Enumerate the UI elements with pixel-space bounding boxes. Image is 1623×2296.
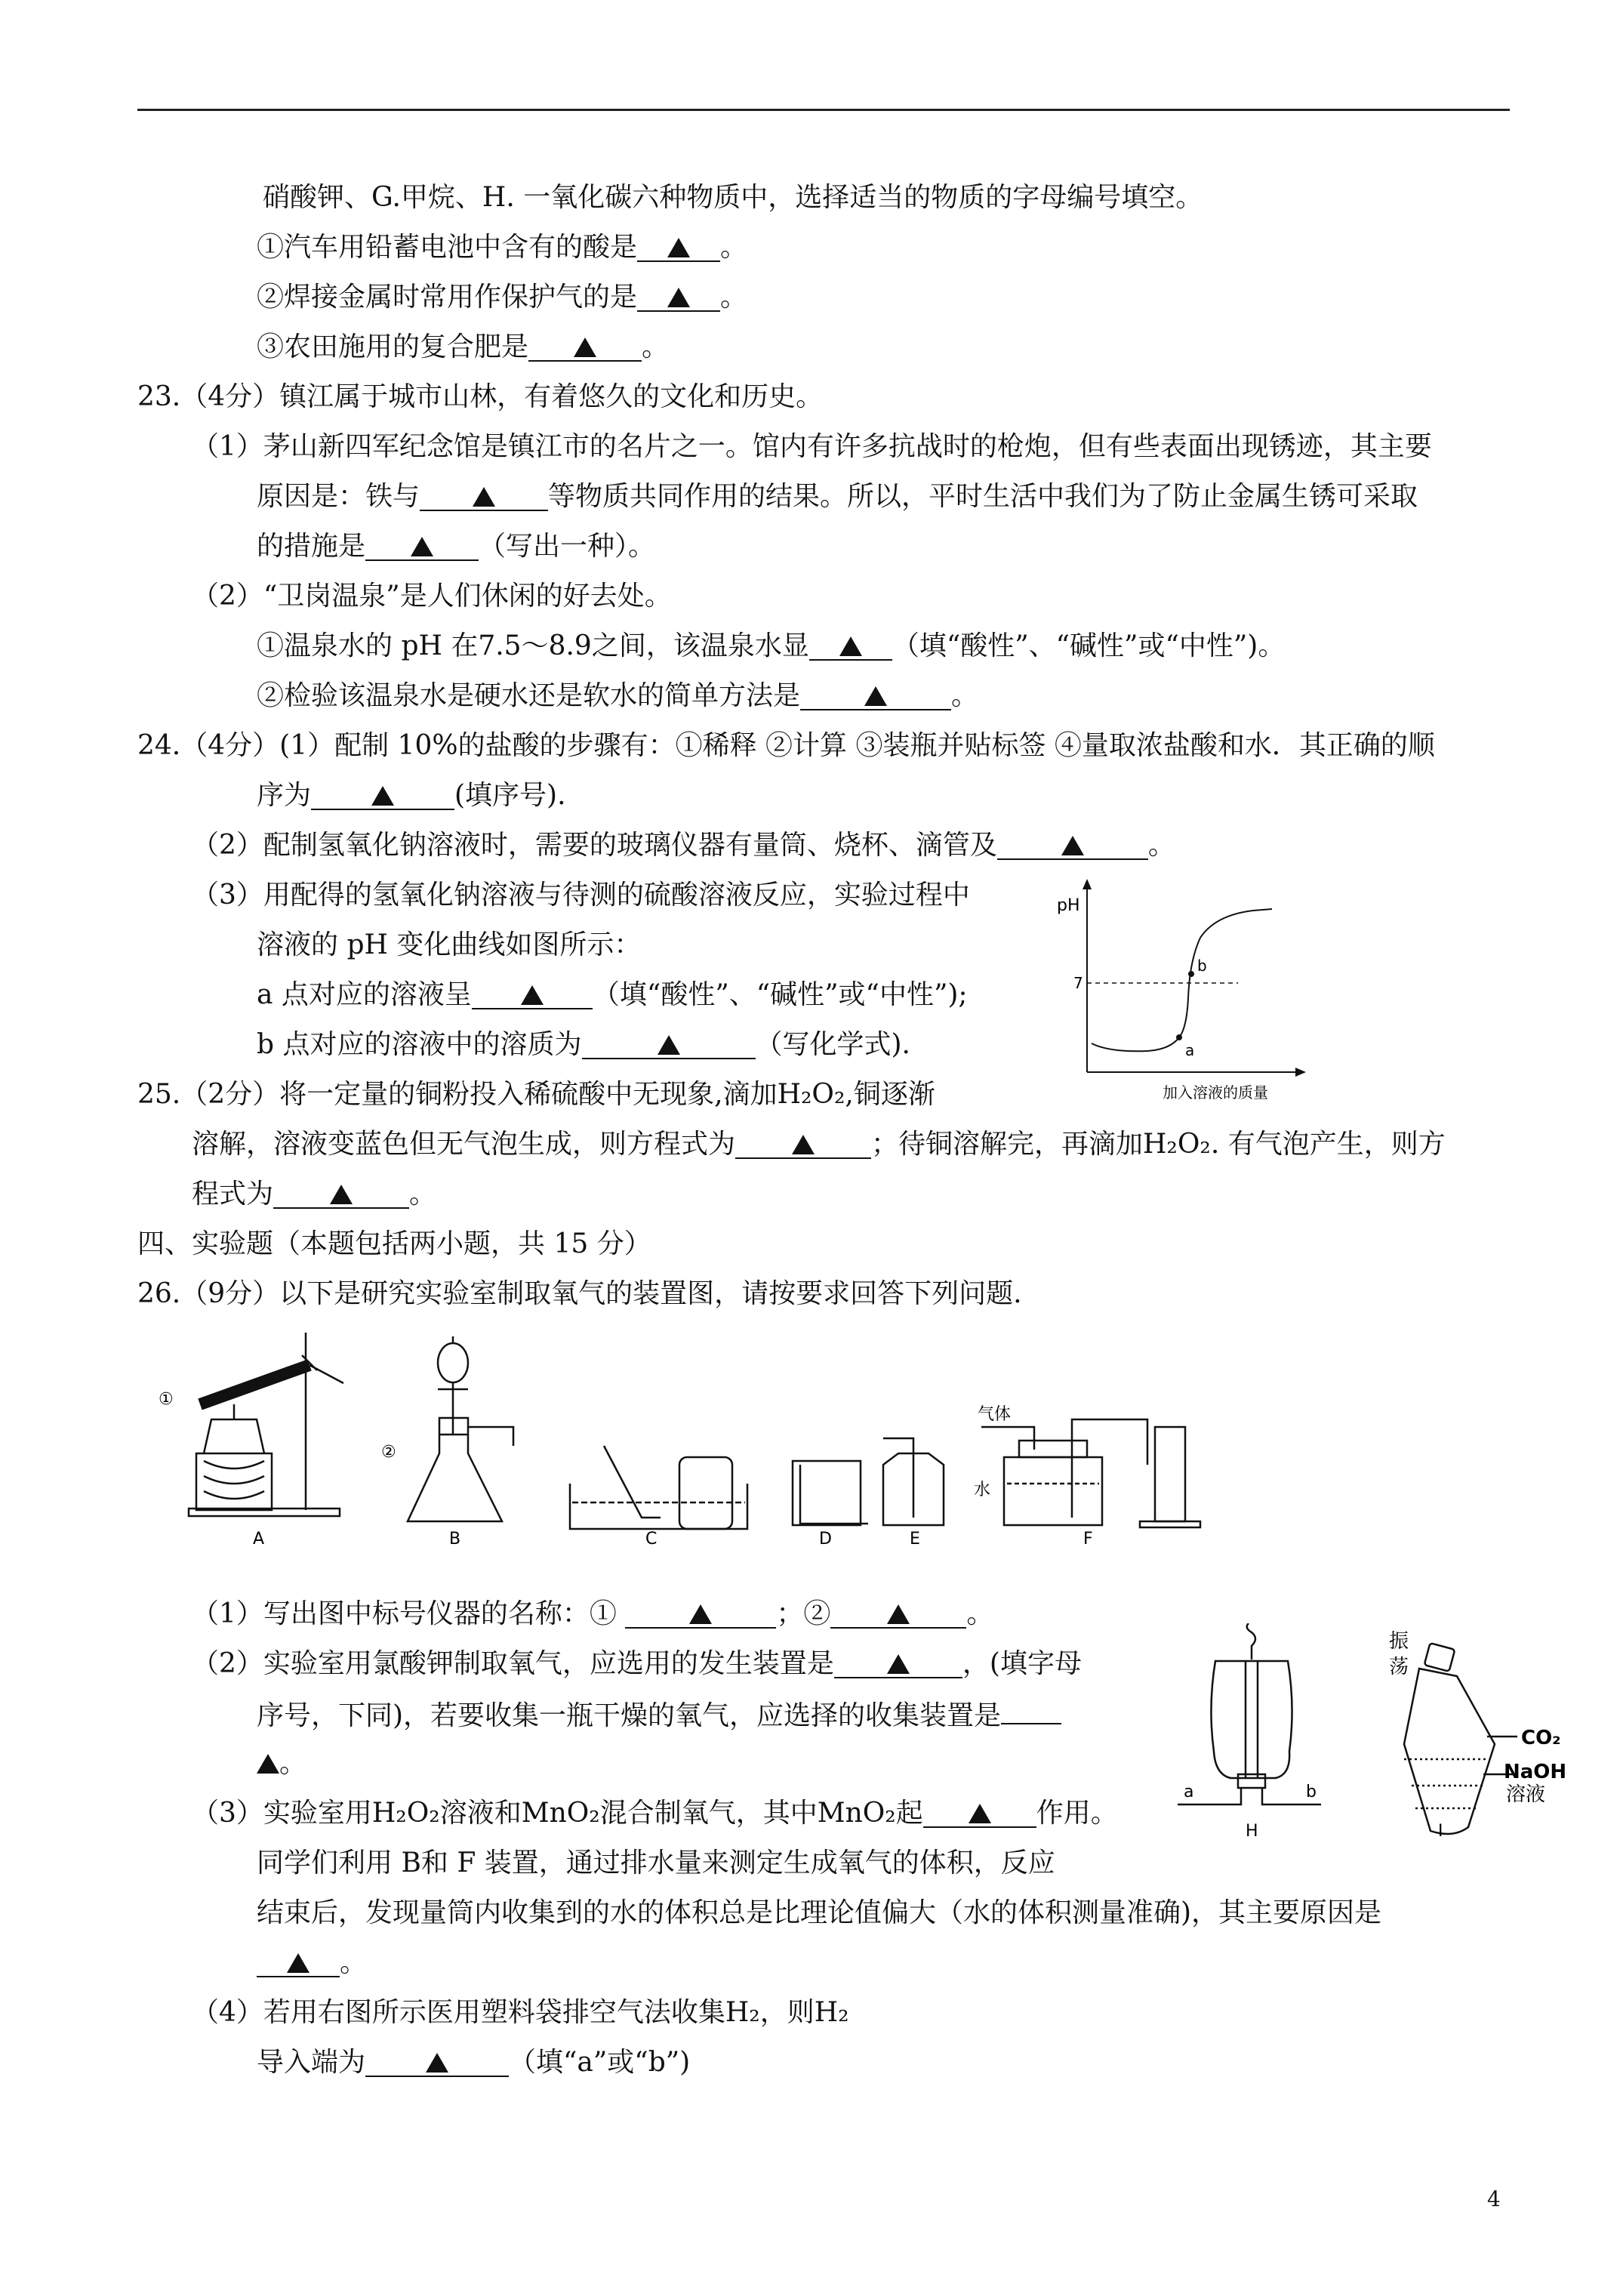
q24-l1: 24.（4分）(1）配制 10%的盐酸的步骤有：①稀释 ②计算 ③装瓶并贴标签 ④量取浓盐酸和水．其正确的顺 [137,730,1435,761]
label-n1: ① [159,1390,174,1409]
gas-bottle [679,1457,732,1529]
label-naoh: NaOH [1504,1761,1567,1783]
q25-l3: 程式为 。 [192,1179,437,1210]
label-b: B [449,1530,461,1548]
label-solution: 溶液 [1506,1783,1546,1806]
label-gas: 气体 [978,1405,1012,1424]
label-co2: CO₂ [1521,1727,1561,1749]
x-axis-arrow [1295,1068,1306,1077]
plastic-bag-h [1178,1623,1321,1804]
answer-blank[interactable] [420,484,548,511]
q26-p4a: （4）若用右图所示医用塑料袋排空气法收集H₂，则H₂ [192,1997,849,2028]
alcohol-lamp [204,1419,264,1453]
triangle-icon [411,537,433,556]
triangle-icon [473,487,495,507]
answer-blank[interactable] [257,1950,340,1977]
label-i: I [1438,1822,1443,1841]
section-4-heading: 四、实验题（本题包括两小题，共 15 分） [137,1228,651,1259]
test-tube [200,1365,310,1404]
answer-blank[interactable] [528,334,642,362]
q26-p2b: 序号，下同)，若要收集一瓶干燥的氧气，应选择的收集装置是 [257,1697,1061,1733]
q26-p2c: 。 [257,1747,306,1780]
triangle-icon [1061,836,1084,855]
q22-item-3: ③农田施用的复合肥是 。 [257,331,670,362]
answer-blank[interactable] [365,534,479,561]
q26-p3d: 。 [257,1946,367,1980]
q22-item-1: ①汽车用铅蓄电池中含有的酸是 。 [257,232,748,263]
point-a-label: a [1185,1041,1195,1059]
triangle-icon [426,2053,448,2073]
q26-p3a: （3）实验室用H₂O₂溶液和MnO₂混合制氧气，其中MnO₂起 作用。 [192,1798,1118,1829]
answer-blank[interactable] [735,1132,871,1159]
label-shake-1: 振 [1389,1630,1409,1653]
apparatus-d [793,1461,868,1525]
ph-curve-graph [1057,877,1313,1104]
label-f: F [1083,1530,1093,1548]
triangle-icon [839,636,862,656]
graduated-cylinder [1155,1427,1185,1521]
q26-head: 26.（9分）以下是研究实验室制取氧气的装置图，请按要求回答下列问题. [137,1278,1022,1309]
bottle-i [1404,1643,1517,1834]
figure-h-i [1163,1623,1570,1842]
answer-blank[interactable] [582,1032,756,1059]
label-water: 水 [974,1481,991,1499]
label-end-b: b [1306,1783,1317,1801]
apparatus-a [189,1333,343,1516]
q24-l3: （2）配制氢氧化钠溶液时，需要的玻璃仪器有量筒、烧杯、滴管及 。 [192,830,1175,861]
label-h: H [1246,1822,1258,1841]
q24-l7: b 点对应的溶液中的溶质为 （写化学式). [257,1029,910,1060]
triangle-icon [371,786,394,806]
apparatus-figure [159,1314,1291,1548]
point-b-label: b [1197,957,1207,975]
answer-blank[interactable] [311,783,454,810]
answer-blank[interactable] [625,1601,776,1629]
water-bottle [1004,1457,1102,1525]
answer-blank[interactable] [365,2050,509,2077]
q26-p1: （1）写出图中标号仪器的名称：① ；② 。 [192,1598,994,1629]
q23-p2a: ①温泉水的 pH 在7.5～8.9之间，该温泉水显 （填“酸性”、“碱性”或“中性”)。 [257,630,1286,661]
label-a: A [253,1530,265,1548]
triangle-icon [330,1185,353,1204]
answer-blank[interactable] [997,833,1148,860]
top-rule [137,109,1510,111]
q23-p2b: ②检验该温泉水是硬水还是软水的简单方法是 。 [257,680,979,711]
answer-blank[interactable] [834,1651,962,1678]
label-end-a: a [1184,1783,1194,1801]
page-number: 4 [1487,2187,1501,2211]
collecting-bottle-d [793,1461,861,1525]
q25-l1: 25.（2分）将一定量的铜粉投入稀硫酸中无现象,滴加H₂O₂,铜逐渐 [137,1079,935,1110]
triangle-icon [689,1604,712,1624]
q26-p3c: 结束后，发现量筒内收集到的水的体积总是比理论值偏大（水的体积测量准确)，其主要原因是 [257,1897,1382,1928]
separatory-funnel [438,1343,468,1382]
apparatus-b [408,1336,513,1521]
triangle-icon [521,985,544,1005]
triangle-icon [864,686,887,706]
answer-blank-line[interactable] [1001,1697,1061,1724]
q22-intro: 硝酸钾、G.甲烷、H. 一氧化碳六种物质中，选择适当的物质的字母编号填空。 [263,182,1203,213]
q23-p1c: 的措施是 （写出一种）。 [257,531,656,562]
label-shake-2: 荡 [1389,1656,1409,1678]
q26-p3b: 同学们利用 B和 F 装置，通过排水量来测定生成氧气的体积，反应 [257,1848,1055,1878]
answer-blank[interactable] [809,633,892,661]
q25-l2: 溶解，溶液变蓝色但无气泡生成，则方程式为 ；待铜溶解完，再滴加H₂O₂. 有气泡产生，则方 [192,1129,1446,1160]
apparatus-e [883,1438,944,1525]
q24-l2: 序为 (填序号). [257,780,566,811]
q23-p1a: （1）茅山新四军纪念馆是镇江市的名片之一。馆内有许多抗战时的枪炮，但有些表面出现锈迹，其主要 [192,431,1432,462]
q24-l6: a 点对应的溶液呈 （填“酸性”、“碱性”或“中性”); [257,979,968,1010]
apparatus-c [570,1446,747,1529]
q24-l4: （3）用配得的氢氧化钠溶液与待测的硫酸溶液反应，实验过程中 [192,880,970,911]
tick-7: 7 [1073,974,1083,992]
triangle-icon [667,238,690,257]
q22-item-2: ②焊接金属时常用作保护气的是 。 [257,282,748,313]
label-c: C [645,1530,658,1548]
triangle-icon [792,1135,815,1154]
ph-curve [1092,909,1272,1051]
answer-blank[interactable] [830,1601,966,1629]
y-axis-arrow [1083,879,1092,889]
apparatus-f [981,1419,1200,1527]
q23-p1b: 原因是：铁与 等物质共同作用的结果。所以，平时生活中我们为了防止金属生锈可采取 [257,481,1418,512]
q23-head: 23.（4分）镇江属于城市山林，有着悠久的文化和历史。 [137,381,824,412]
q23-p2: （2）“卫岗温泉”是人们休闲的好去处。 [192,581,672,612]
label-e: E [910,1530,920,1548]
point-a [1176,1034,1182,1040]
answer-blank[interactable] [923,1801,1036,1828]
answer-blank[interactable] [637,235,720,262]
q26-p2a: （2）实验室用氯酸钾制取氧气，应选用的发生装置是 ，(填字母 [192,1648,1082,1679]
answer-blank[interactable] [273,1182,409,1209]
triangle-icon [887,1604,910,1624]
x-axis-label: 加入溶液的质量 [1163,1083,1268,1102]
y-axis-label: pH [1057,896,1080,915]
triangle-icon [887,1654,910,1674]
label-d: D [819,1530,832,1548]
q26-p4b: 导入端为 （填“a”或“b”) [257,2047,691,2078]
point-b [1188,971,1194,977]
triangle-icon [969,1804,991,1823]
label-n2: ② [381,1443,396,1462]
q24-l5: 溶液的 pH 变化曲线如图所示： [257,929,642,960]
triangle-icon [658,1035,680,1055]
triangle-icon [287,1953,310,1973]
triangle-icon [574,337,596,357]
answer-blank[interactable] [637,285,720,312]
answer-blank[interactable] [472,982,593,1009]
conical-flask [408,1435,502,1521]
water-trough [570,1484,747,1529]
answer-blank[interactable] [800,683,951,710]
triangle-icon [257,1754,279,1774]
triangle-icon [667,288,690,307]
